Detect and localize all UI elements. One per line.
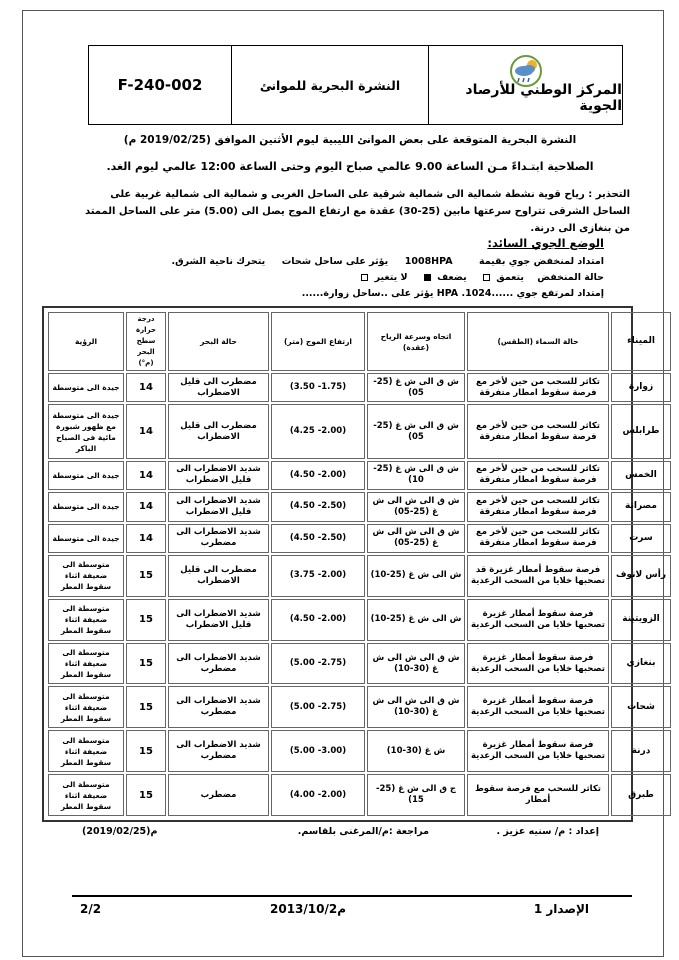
sea-state-cell: شديد الاضطراب الى قليل الاضطراب	[168, 461, 269, 490]
wave-height-cell: (2.00- 4.25)	[271, 404, 365, 458]
sky-condition-cell: تكاثر للسحب من حين لأخر مع فرصة سقوط امطار متفرقة	[467, 492, 609, 521]
wave-height-cell: (2.00- 4.00)	[271, 774, 365, 816]
header-port: الميناء	[611, 312, 671, 371]
wind-direction-speed-cell: ش ق الى ش الى ش غ (25-05)	[367, 524, 465, 553]
wind-direction-speed-cell: ش ق الى ش غ (25-05)	[367, 373, 465, 402]
port-name-cell: بنغازي	[611, 643, 671, 685]
wind-direction-speed-cell: ش ق الى ش غ (25-10)	[367, 461, 465, 490]
header-sea-state: حالة البحر	[168, 312, 269, 371]
header-sky: حالة السماء (الطقس)	[467, 312, 609, 371]
wave-height-cell: (2.00- 3.75)	[271, 555, 365, 597]
sky-condition-cell: فرصة سقوط أمطار غزيرة قد تصحبها خلايا من السحب الرعدية	[467, 555, 609, 597]
port-name-cell: زوارة	[611, 373, 671, 402]
sea-state-cell: مضطرب الى قليل الاضطراب	[168, 404, 269, 458]
sea-temperature-cell: 15	[126, 599, 166, 641]
issue-number: الإصدار 1	[533, 902, 589, 916]
table-row	[48, 524, 671, 553]
sea-temperature-cell: 15	[126, 643, 166, 685]
low-pressure-line	[172, 256, 604, 267]
sky-condition-cell: تكاثر للسحب مع فرصة سقوط أمطار	[467, 774, 609, 816]
sky-condition-cell: فرصة سقوط أمطار غزيرة تصحبها خلايا من السحب الرعدية	[467, 686, 609, 728]
visibility-cell: جيدة الى متوسطة مع ظهور شبورة مائية فى الصباح الباكر	[48, 404, 124, 458]
visibility-cell: متوسطة الى ضعيفة اثناء سقوط المطر	[48, 643, 124, 685]
wind-direction-speed-cell: ج ق الى ش غ (25-15)	[367, 774, 465, 816]
table-header-row	[48, 312, 671, 371]
port-name-cell: الزويتينة	[611, 599, 671, 641]
table-row	[48, 643, 671, 685]
visibility-cell: متوسطة الى ضعيفة اثناء سقوط المطر	[48, 774, 124, 816]
sea-temperature-cell: 15	[126, 774, 166, 816]
sea-state-cell: مضطرب الى قليل الاضطراب	[168, 555, 269, 597]
forecast-table	[46, 310, 673, 818]
sea-state-cell: شديد الاضطراب الى قليل الاضطراب	[168, 599, 269, 641]
sea-temperature-cell: 15	[126, 686, 166, 728]
table-row	[48, 730, 671, 772]
reviewed-by: مراجعة :م/المرغنى بلقاسم.	[297, 826, 429, 837]
sea-temperature-cell: 14	[126, 404, 166, 458]
table-row	[48, 461, 671, 490]
wave-height-cell: (2.50- 4.50)	[271, 492, 365, 521]
checkbox-weakening-checked	[424, 274, 431, 281]
option-deepening: يتعمق	[496, 272, 524, 283]
table-row	[48, 404, 671, 458]
low-state-line	[358, 272, 604, 283]
sea-state-cell: شديد الاضطراب الى مضطرب	[168, 730, 269, 772]
header-sea-temp: درجة حرارة سطح البحر (م°)	[126, 312, 166, 371]
port-name-cell: مصراتة	[611, 492, 671, 521]
sky-condition-cell: فرصة سقوط أمطار غزيرة تصحبها خلايا من السحب الرعدية	[467, 643, 609, 685]
port-name-cell: طبرق	[611, 774, 671, 816]
issue-date: 2013/10/2م	[270, 902, 347, 916]
visibility-cell: متوسطة الى ضعيفة اثناء سقوط المطر	[48, 555, 124, 597]
sky-condition-cell: تكاثر للسحب من حين لأخر مع فرصة سقوط امطار متفرقة	[467, 524, 609, 553]
report-date: (2019/02/25)م	[82, 826, 158, 837]
sea-state-cell: شديد الاضطراب الى مضطرب	[168, 686, 269, 728]
wind-direction-speed-cell: ش ق الى ش الى ش غ (30-10)	[367, 686, 465, 728]
sky-condition-cell: تكاثر للسحب من حين لأخر مع فرصة سقوط امطار متفرقة	[467, 461, 609, 490]
wave-height-cell: (3.00- 5.00)	[271, 730, 365, 772]
visibility-cell: جيدة الى متوسطة	[48, 373, 124, 402]
sea-temperature-cell: 14	[126, 524, 166, 553]
low-pressure-value: 1008HPA	[404, 256, 453, 267]
organization-block	[429, 46, 622, 124]
sea-state-cell: شديد الاضطراب الى قليل الاضطراب	[168, 492, 269, 521]
port-name-cell: شحات	[611, 686, 671, 728]
visibility-cell: متوسطة الى ضعيفة اثناء سقوط المطر	[48, 599, 124, 641]
bulletin-title: النشرة البحرية المتوقعة على بعض الموانئ الليبية ليوم الأثنين الموافق (2019/02/25 م)	[123, 134, 577, 146]
wind-direction-speed-cell: ش ق الى ش غ (25-05)	[367, 404, 465, 458]
sea-temperature-cell: 14	[126, 492, 166, 521]
wave-height-cell: (2.75- 5.00)	[271, 686, 365, 728]
prepared-by: إعداد : م/ سنيه عزيز .	[496, 826, 599, 837]
document-title: النشرة البحرية للموانئ	[232, 46, 429, 124]
header-wind: اتجاه وسرعة الرياح (عقدة)	[367, 312, 465, 371]
port-name-cell: رأس لانوف	[611, 555, 671, 597]
wave-height-cell: (1.75- 3.50)	[271, 373, 365, 402]
port-name-cell: طرابلس	[611, 404, 671, 458]
port-name-cell: الخمس	[611, 461, 671, 490]
document-header	[88, 45, 623, 125]
sea-state-cell: مضطرب	[168, 774, 269, 816]
header-wave: ارتفاع الموج (متر)	[271, 312, 365, 371]
table-row	[48, 774, 671, 816]
low-pressure-movement: يتحرك ناحية الشرق.	[171, 256, 266, 267]
table-row	[48, 686, 671, 728]
wave-height-cell: (2.75- 5.00)	[271, 643, 365, 685]
forecast-table-frame	[42, 306, 666, 822]
wave-height-cell: (2.00- 4.50)	[271, 599, 365, 641]
sky-condition-cell: فرصة سقوط أمطار غزيرة تصحبها خلايا من السحب الرعدية	[467, 599, 609, 641]
form-code: F-240-002	[89, 46, 232, 124]
sea-temperature-cell: 15	[126, 730, 166, 772]
sea-temperature-cell: 14	[126, 461, 166, 490]
header-visibility: الرؤية	[48, 312, 124, 371]
visibility-cell: جيدة الى متوسطة	[48, 492, 124, 521]
high-pressure-line: إمتداد لمرتفع جوي ......1024. HPA يؤثر على ..ساحل زوارة......	[301, 288, 604, 299]
weather-situation-title: الوضع الجوي السائد:	[487, 236, 604, 250]
warning-statement: التحذير : رياح قوية نشطة شمالية الى شمالية شرقية على الساحل الغربى و شمالية الى شمالية غربية على الساحل الشرقى تتراوح سرعتها مابين (25-30) عقدة مع ارتفاع الموج يصل الى (5.00) متر على الساحل الممتد من بنغازى الى درنة.	[84, 189, 630, 234]
visibility-cell: جيدة الى متوسطة	[48, 461, 124, 490]
checkbox-deepening	[483, 274, 490, 281]
table-row	[48, 373, 671, 402]
table-row	[48, 555, 671, 597]
visibility-cell: متوسطة الى ضعيفة اثناء سقوط المطر	[48, 686, 124, 728]
sea-temperature-cell: 15	[126, 555, 166, 597]
sea-temperature-cell: 14	[126, 373, 166, 402]
validity-statement: الصلاحية ابتـداءً مـن الساعة 9.00 عالمي صباح اليوم وحتى الساعة 12:00 عالمي ليوم الغد.	[106, 160, 594, 173]
wind-direction-speed-cell: ش الى ش غ (25-10)	[367, 555, 465, 597]
port-name-cell: سرت	[611, 524, 671, 553]
sky-condition-cell: تكاثر للسحب من حين لأخر مع فرصة سقوط امطار متفرقة	[467, 373, 609, 402]
visibility-cell: جيدة الى متوسطة	[48, 524, 124, 553]
cloud-sun-rain-logo-icon	[505, 54, 547, 92]
wind-direction-speed-cell: ش الى ش غ (25-10)	[367, 599, 465, 641]
organization-name: المركز الوطني للأرصاد الجوية	[465, 82, 622, 114]
option-unchanged: لا يتغير	[374, 272, 408, 283]
sky-condition-cell: فرصة سقوط أمطار غزيرة تصحبها خلايا من السحب الرعدية	[467, 730, 609, 772]
table-row	[48, 492, 671, 521]
wind-direction-speed-cell: ش ق الى ش الى ش غ (25-05)	[367, 492, 465, 521]
sea-state-cell: مضطرب الى قليل الاضطراب	[168, 373, 269, 402]
wind-direction-speed-cell: ش غ (30-10)	[367, 730, 465, 772]
low-pressure-label: امتداد لمنخفض جوي بقيمة	[479, 256, 604, 267]
checkbox-unchanged	[361, 274, 368, 281]
option-weakening: يضعف	[437, 272, 467, 283]
page-number: 2/2	[80, 902, 102, 916]
table-row	[48, 599, 671, 641]
low-state-label: حالة المنخفض	[537, 272, 604, 283]
sky-condition-cell: تكاثر للسحب من حين لأخر مع فرصة سقوط امطار متفرقة	[467, 404, 609, 458]
wave-height-cell: (2.00- 4.50)	[271, 461, 365, 490]
sea-state-cell: شديد الاضطراب الى مضطرب	[168, 643, 269, 685]
port-name-cell: درنة	[611, 730, 671, 772]
visibility-cell: متوسطة الى ضعيفة اثناء سقوط المطر	[48, 730, 124, 772]
wave-height-cell: (2.50- 4.50)	[271, 524, 365, 553]
wind-direction-speed-cell: ش ق الى ش الى ش غ (30-10)	[367, 643, 465, 685]
low-pressure-affects: يؤثر على ساحل شحات	[281, 256, 389, 267]
sea-state-cell: شديد الاضطراب الى مضطرب	[168, 524, 269, 553]
